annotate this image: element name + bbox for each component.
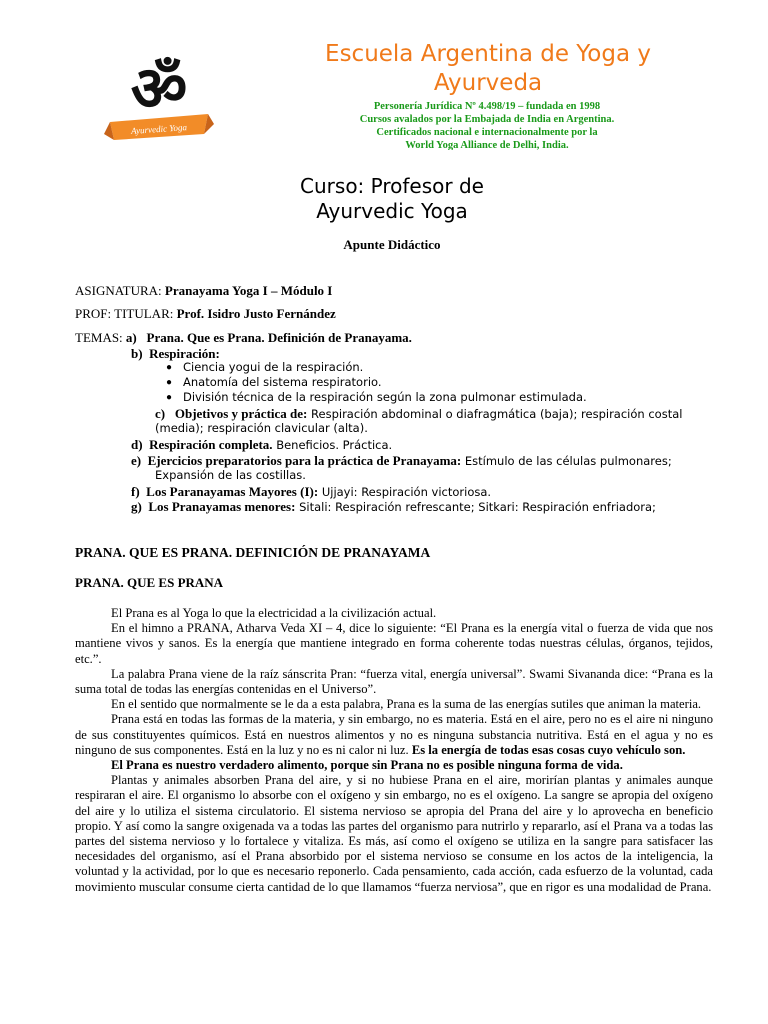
tema-letter: d) [131,437,143,452]
section-heading: PRANA. QUE ES PRANA. DEFINICIÓN DE PRANAYAMA [75,545,431,560]
tema-f [131,484,491,500]
tema-bold: Respiración completa. [149,437,273,452]
paragraph-bold: Es la energía de todas esas cosas cuyo vehículo son. [411,742,686,757]
course-title [192,174,592,224]
tema-d [131,437,392,453]
tema-c [155,406,682,422]
bullet-icon: ● [166,377,173,388]
paragraph: La palabra Prana viene de la raíz sánscrita Pran: “fuerza vital, energía universal”. Swami Sivananda dice: “Prana es la suma total de todas las energías contenidas en el Universo”. [75,666,713,697]
paragraph-text: Prana está en todas las formas de la materia, y sin embargo, no es materia. Está en el aire, pero no es el aire ni ninguno de sus constituyentes químicos. Está en nuestros alimentos y no es ninguna substancia nutritiva. Está en el agua y no es ninguno de sus componentes. Está en la luz y no es ni calor ni luz. [75,712,713,757]
paragraph: En el himno a PRANA, Atharva Veda XI – 4, dice lo siguiente: “El Prana es la energía vital o fuerza de vida que nos mantiene vivos y sanos. Es la energía que mantiene integrado en forma coherente todas nuestras células, órganos, tejidos, etc.”. [75,621,713,666]
tema-letter: e) [131,453,142,468]
tema-c-cont: (media); respiración clavicular (alta). [155,421,368,435]
tema-letter: b) [131,346,143,361]
paragraph: En el sentido que normalmente se le da a esta palabra, Prana es la suma de las energías sutiles que animan la materia. [111,697,702,712]
tema-letter: a) [125,330,137,345]
paragraph: Plantas y animales absorben Prana del aire, y si no hubiese Prana en el aire, morirían plantas y animales aunque respiraran el aire. El organismo lo absorbe con el oxígeno y sin embargo, no es el oxígeno. La sangre se apropia del oxígeno del aire y lo utiliza el sistema circulatorio. El sistema nervioso se apropia del Prana del aire y lo aprovecha en beneficio propio. Y así como la sangre oxigenada va a todas las partes del organismo para nutrirlo y repararlo, así el Prana va a todas las partes del sistema nervioso y lo fortalece y vitaliza. Es más, así como el oxígeno se utiliza en la sangre para satisfacer las necesidades del organismo, así el Prana absorbido por el sistema nervioso se consume en los actos de la inteligencia, la voluntad y la actividad, por lo que es necesario reponerlo. Cada pensamiento, cada acción, cada esfuerzo de la voluntad, cada movimiento muscular consume cierta cantidad de lo que llamamos “fuerza nerviosa”, que en rigor es una modalidad de Prana. [75,773,713,894]
bullet-icon: ● [166,362,173,373]
logo-ribbon-text: Ayurvedic Yoga [130,122,188,136]
tema-text: Estímulo de las células pulmonares; [461,454,672,468]
tema-a [75,330,412,345]
prof-label: PROF: TITULAR: [75,306,177,321]
school-title: Escuela Argentina de Yoga y Ayurveda [325,41,651,96]
tema-e-cont: Expansión de las costillas. [155,468,306,482]
info-line: Cursos avalados por la Embajada de India en Argentina. [359,114,615,125]
asignatura-value: Pranayama Yoga I – Módulo I [164,283,333,298]
tema-letter: f) [131,484,140,499]
tema-g [131,499,656,515]
school-logo [104,44,214,144]
tema-letter: c) [155,406,166,421]
tema-b-bullet: Anatomía del sistema respiratorio. [183,375,382,389]
temas-label: TEMAS: [75,330,126,345]
tema-bold: Ejercicios preparatorios para la práctica de Pranayama: [147,453,462,468]
tema-text: Ujjayi: Respiración victoriosa. [318,485,492,499]
asignatura-row [75,283,332,298]
tema-bold: Objetivos y práctica de: [174,406,308,421]
tema-b-bullet: División técnica de la respiración según la zona pulmonar estimulada. [183,390,587,404]
tema-b-bullet: Ciencia yogui de la respiración. [183,360,364,374]
tema-e [131,453,672,469]
asignatura-label: ASIGNATURA: [75,283,165,298]
section-subheading: PRANA. QUE ES PRANA [75,575,224,590]
tema-bold: Los Pranayamas menores: [148,499,296,514]
bullet-icon: ● [166,392,173,403]
prof-row [75,306,336,321]
course-subtitle: Apunte Didáctico [343,237,441,252]
school-info [300,100,674,150]
om-logo-icon [104,44,214,144]
course-title-line1: Curso: Profesor de [300,174,484,198]
course-title-line2: Ayurvedic Yoga [316,199,468,223]
tema-text: Respiración abdominal o diafragmática (baja); respiración costal [307,407,683,421]
info-line: Certificados nacional e internacionalmente por la [376,127,598,138]
tema-text: Beneficios. Práctica. [272,438,393,452]
tema-b [131,346,220,361]
paragraph: El Prana es nuestro verdadero alimento, porque sin Prana no es posible ninguna forma de vida. [111,758,623,773]
tema-bold: Los Paranayamas Mayores (I): [146,484,319,499]
body-text [75,606,713,895]
prof-value: Prof. Isidro Justo Fernández [176,306,336,321]
tema-text: Sitali: Respiración refrescante; Sitkari: Respiración enfriadora; [295,500,656,514]
info-line: World Yoga Alliance de Delhi, India. [405,140,569,150]
paragraph [75,712,713,758]
tema-letter: g) [131,499,142,514]
paragraph: El Prana es al Yoga lo que la electricidad a la civilización actual. [111,606,437,620]
om-symbol: ॐ [130,52,188,125]
tema-text: Prana. Que es Prana. Definición de Pranayama. [146,330,412,345]
info-line: Personería Jurídica Nº 4.498/19 – fundada en 1998 [373,101,601,112]
tema-text: Respiración: [149,346,220,361]
